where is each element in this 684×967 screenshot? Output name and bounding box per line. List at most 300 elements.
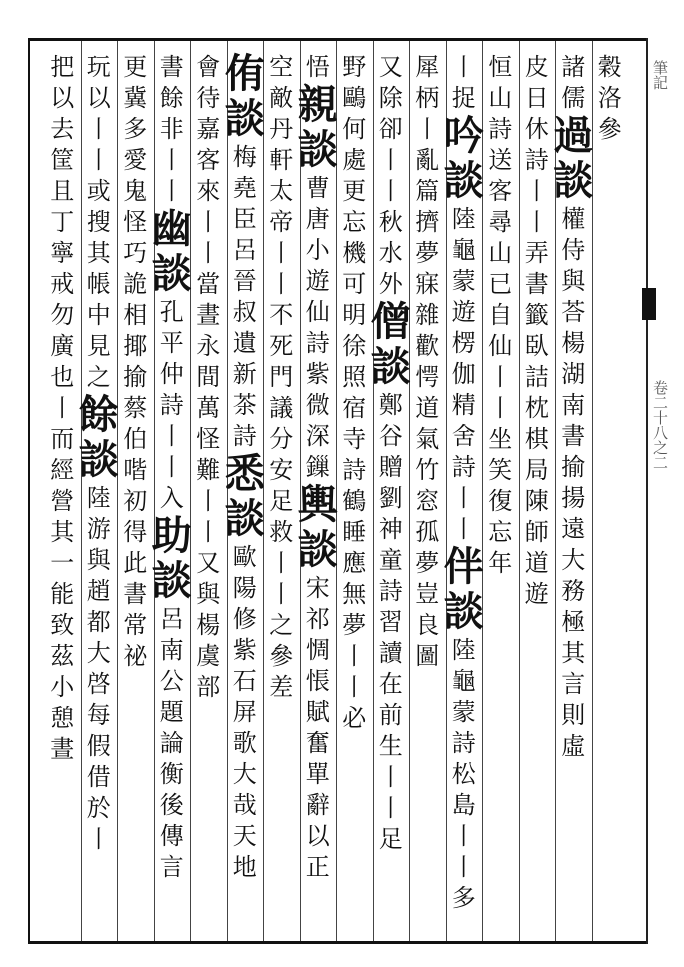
body-char: 客 <box>488 177 513 205</box>
heading-char: 談 <box>224 494 265 542</box>
body-char: 宿 <box>342 394 367 422</box>
text-column <box>370 52 412 855</box>
body-char: 傳 <box>159 821 184 850</box>
body-char: 弄 <box>524 239 549 267</box>
text-run <box>598 52 622 145</box>
text-run <box>50 393 74 765</box>
body-char: 哉 <box>232 790 257 819</box>
body-char: 丨 <box>378 146 403 174</box>
body-char: 言 <box>561 669 586 698</box>
body-char: 當 <box>196 270 221 298</box>
body-char: 夢 <box>415 549 440 577</box>
section-heading <box>151 511 192 604</box>
heading-char: 談 <box>224 94 265 142</box>
body-char: 書 <box>159 53 184 81</box>
section-heading <box>79 393 119 483</box>
body-char: 讀 <box>378 638 403 667</box>
body-char: 遠 <box>561 514 586 543</box>
body-char: 議 <box>269 394 294 422</box>
body-char: 丨 <box>451 821 476 850</box>
body-char: 蒙 <box>451 266 476 295</box>
body-char: 權 <box>561 204 586 233</box>
body-char: 書 <box>123 580 148 608</box>
body-char: 山 <box>488 84 513 112</box>
text-run <box>160 297 184 514</box>
body-char: 經 <box>50 456 75 484</box>
body-char: 休 <box>524 115 549 143</box>
body-char: 永 <box>196 332 221 360</box>
body-char: 贈 <box>378 452 403 481</box>
body-char: 棋 <box>524 425 549 453</box>
text-column <box>187 52 229 703</box>
heading-char: 談 <box>443 587 484 635</box>
body-char: 或 <box>86 177 111 205</box>
text-run <box>452 635 476 914</box>
body-char: 之 <box>269 611 294 639</box>
body-char: 童 <box>378 545 403 574</box>
text-run <box>233 142 257 452</box>
body-char: 鬼 <box>123 177 148 205</box>
body-char: 丨 <box>196 208 221 236</box>
body-char: 辭 <box>305 790 330 819</box>
body-char: 冀 <box>123 84 148 112</box>
body-char: 陸 <box>451 204 476 233</box>
body-char: 楊 <box>196 611 221 639</box>
section-heading <box>297 480 338 573</box>
body-char: 亂 <box>415 146 440 174</box>
body-char: 趙 <box>86 576 111 605</box>
body-char: 衡 <box>159 759 184 788</box>
body-char: 仙 <box>488 332 513 360</box>
body-char: 營 <box>50 487 75 515</box>
body-char: 丨 <box>451 483 476 512</box>
body-char: 日 <box>524 84 549 112</box>
body-char: 差 <box>269 673 294 701</box>
body-char: 詩 <box>488 115 513 143</box>
body-char: 一 <box>50 549 75 577</box>
body-char: 則 <box>561 700 586 729</box>
body-char: 晝 <box>196 301 221 329</box>
body-char: 公 <box>159 666 184 695</box>
body-char: 以 <box>50 84 75 112</box>
body-char: 除 <box>378 84 403 112</box>
body-char: 修 <box>232 604 257 633</box>
body-char: 常 <box>123 611 148 639</box>
body-char: 後 <box>159 790 184 819</box>
text-run <box>342 269 366 734</box>
text-run <box>561 204 585 762</box>
body-char: 參 <box>269 642 294 670</box>
body-char: 小 <box>50 673 75 701</box>
heading-char: 談 <box>78 435 119 483</box>
body-char: 門 <box>269 363 294 391</box>
body-char: 來 <box>196 177 221 205</box>
body-char: 悟 <box>305 53 330 81</box>
body-char: 湖 <box>561 359 586 388</box>
body-char: 丨 <box>269 549 294 577</box>
text-column <box>552 52 594 762</box>
body-char: 其 <box>50 518 75 546</box>
body-char: 良 <box>415 611 440 639</box>
body-char: 賦 <box>305 697 330 726</box>
body-char: 南 <box>561 390 586 419</box>
heading-char: 談 <box>297 525 338 573</box>
body-char: 犀 <box>415 53 440 81</box>
body-char: 詩 <box>378 576 403 605</box>
body-char: 臥 <box>524 332 549 360</box>
body-char: 卻 <box>378 115 403 143</box>
body-char: 以 <box>305 821 330 850</box>
body-char: 初 <box>123 487 148 515</box>
text-column <box>224 52 266 883</box>
section-heading <box>444 114 484 204</box>
body-char: 丨 <box>159 177 184 205</box>
body-char: 松 <box>451 759 476 788</box>
body-char: 歡 <box>415 332 440 360</box>
heading-char: 談 <box>151 249 192 297</box>
text-column <box>151 52 193 883</box>
body-char: 前 <box>378 700 403 729</box>
body-char: 篇 <box>415 177 440 205</box>
body-char: 夢 <box>342 611 367 639</box>
body-char: 更 <box>123 53 148 81</box>
body-char: 南 <box>159 635 184 664</box>
body-char: 恒 <box>488 53 513 81</box>
body-char: 筐 <box>50 146 75 174</box>
body-char: 照 <box>342 363 367 391</box>
body-char: 正 <box>305 852 330 881</box>
body-char: 與 <box>86 545 111 574</box>
body-char: 丨 <box>524 208 549 236</box>
text-run <box>196 52 220 362</box>
body-char: 詩 <box>451 452 476 481</box>
heading-char: 過 <box>553 112 594 159</box>
body-char: 叔 <box>232 297 257 326</box>
body-char: 把 <box>50 53 75 81</box>
body-char: 寐 <box>415 270 440 298</box>
text-run <box>415 114 439 393</box>
body-char: 宋 <box>305 573 330 602</box>
section-heading <box>443 542 484 635</box>
body-char: 荅 <box>561 297 586 326</box>
body-char: 氣 <box>415 425 440 453</box>
body-char: 精 <box>451 390 476 419</box>
section-heading <box>152 207 192 297</box>
body-char: 無 <box>342 580 367 608</box>
heading-char: 餘 <box>78 391 119 438</box>
text-run <box>488 52 512 579</box>
body-char: 待 <box>196 84 221 112</box>
body-char: 笑 <box>488 456 513 484</box>
body-char: 帝 <box>269 208 294 236</box>
body-char: 太 <box>269 177 294 205</box>
body-char: 丨 <box>159 452 184 481</box>
body-char: 師 <box>524 518 549 546</box>
body-char: 假 <box>86 731 111 760</box>
body-char: 啓 <box>86 669 111 698</box>
section-heading <box>553 114 593 204</box>
text-column <box>297 52 339 883</box>
body-char: 可 <box>342 270 367 298</box>
body-char: 龜 <box>451 666 476 695</box>
text-run <box>196 362 220 703</box>
body-char: 遊 <box>305 266 330 295</box>
body-char: 詩 <box>451 728 476 757</box>
body-char: 儒 <box>561 84 586 112</box>
body-char: 而 <box>50 425 75 453</box>
body-char: 多 <box>451 883 476 912</box>
margin-title: 筆記 <box>651 60 669 90</box>
body-char: 祁 <box>305 604 330 633</box>
body-char: 又 <box>378 53 403 81</box>
text-run <box>269 393 293 703</box>
body-char: 孔 <box>159 297 184 326</box>
body-char: 夢 <box>415 239 440 267</box>
text-column <box>260 52 302 703</box>
heading-char: 侑 <box>224 50 265 97</box>
body-char: 籤 <box>524 301 549 329</box>
body-char: 鏁 <box>305 452 330 481</box>
body-char: 虞 <box>196 642 221 670</box>
text-run <box>525 52 549 610</box>
body-char: 大 <box>232 759 257 788</box>
body-char: 深 <box>305 421 330 450</box>
heading-char: 談 <box>553 156 594 204</box>
body-char: 呂 <box>159 604 184 633</box>
body-char: 穀 <box>597 53 622 81</box>
body-char: 蒙 <box>451 697 476 726</box>
body-char: 祕 <box>123 642 148 670</box>
body-char: 部 <box>196 673 221 701</box>
body-char: 蔡 <box>123 394 148 422</box>
body-char: 愛 <box>123 146 148 174</box>
body-char: 擠 <box>415 208 440 236</box>
body-char: 年 <box>488 549 513 577</box>
body-char: 憩 <box>50 704 75 732</box>
body-char: 揄 <box>561 452 586 481</box>
body-char: 多 <box>123 115 148 143</box>
body-char: 水 <box>378 239 403 267</box>
body-char: 詩 <box>159 390 184 419</box>
text-column <box>78 52 120 855</box>
heading-char: 幽 <box>151 205 192 252</box>
body-char: 丨 <box>488 363 513 391</box>
margin-fishtail-mark <box>642 288 656 320</box>
body-char: 丨 <box>342 673 367 701</box>
body-char: 足 <box>378 824 403 853</box>
body-char: 會 <box>196 53 221 81</box>
body-char: 丨 <box>451 852 476 881</box>
body-char: 能 <box>50 580 75 608</box>
body-char: 鶴 <box>342 487 367 515</box>
body-char: 仲 <box>159 359 184 388</box>
body-char: 陸 <box>451 635 476 664</box>
body-char: 游 <box>86 514 111 543</box>
text-run <box>123 52 147 176</box>
body-char: 此 <box>123 549 148 577</box>
body-char: 詭 <box>123 270 148 298</box>
body-char: 怪 <box>123 208 148 236</box>
text-column <box>41 52 83 765</box>
body-char: 萬 <box>196 394 221 422</box>
body-char: 機 <box>342 239 367 267</box>
body-char: 詩 <box>305 328 330 357</box>
body-char: 丨 <box>86 824 111 853</box>
body-char: 圖 <box>415 642 440 670</box>
body-char: 死 <box>269 332 294 360</box>
body-char: 丨 <box>50 394 75 422</box>
body-char: 敵 <box>269 84 294 112</box>
body-char: 寧 <box>50 239 75 267</box>
body-char: 捉 <box>451 84 476 112</box>
body-char: 極 <box>561 607 586 636</box>
body-char: 復 <box>488 487 513 515</box>
body-char: 不 <box>269 301 294 329</box>
body-char: 晝 <box>50 735 75 763</box>
body-char: 島 <box>451 790 476 819</box>
body-char: 借 <box>86 762 111 791</box>
heading-char: 助 <box>151 511 192 559</box>
body-char: 習 <box>378 607 403 636</box>
body-char: 山 <box>488 239 513 267</box>
body-char: 紫 <box>232 635 257 664</box>
body-char: 紫 <box>305 359 330 388</box>
body-char: 揄 <box>123 363 148 391</box>
text-run <box>50 52 74 393</box>
body-char: 堯 <box>232 173 257 202</box>
body-char: 劉 <box>378 483 403 512</box>
text-run <box>452 52 476 114</box>
body-char: 入 <box>159 483 184 512</box>
body-char: 與 <box>196 580 221 608</box>
body-char: 丨 <box>196 239 221 267</box>
body-char: 谷 <box>378 421 403 450</box>
body-char: 怪 <box>196 425 221 453</box>
body-char: 揶 <box>123 332 148 360</box>
body-char: 已 <box>488 270 513 298</box>
body-char: 言 <box>159 852 184 881</box>
text-column <box>479 52 521 579</box>
body-char: 丨 <box>86 115 111 143</box>
body-char: 非 <box>159 115 184 143</box>
body-char: 餘 <box>159 84 184 112</box>
text-run <box>123 176 147 393</box>
section-heading <box>371 300 411 390</box>
body-char: 道 <box>415 394 440 422</box>
body-char: 每 <box>86 700 111 729</box>
body-char: 晉 <box>232 266 257 295</box>
body-char: 更 <box>342 177 367 205</box>
body-char: 帳 <box>86 270 111 298</box>
body-char: 尋 <box>488 208 513 236</box>
heading-char: 伴 <box>443 542 484 590</box>
body-char: 窓 <box>415 487 440 515</box>
body-char: 丨 <box>269 580 294 608</box>
text-run <box>269 83 293 393</box>
body-char: 其 <box>561 638 586 667</box>
text-run <box>160 604 184 883</box>
body-char: 致 <box>50 611 75 639</box>
body-char: 遺 <box>232 328 257 357</box>
section-heading <box>225 52 265 142</box>
body-char: 雜 <box>415 301 440 329</box>
body-char: 忘 <box>342 208 367 236</box>
body-char: 書 <box>561 421 586 450</box>
text-run <box>379 52 403 300</box>
body-char: 丨 <box>159 421 184 450</box>
heading-char: 親 <box>297 81 338 128</box>
text-column <box>443 52 485 914</box>
heading-char: 談 <box>370 342 411 390</box>
body-char: 徐 <box>342 332 367 360</box>
heading-char: 僧 <box>370 298 411 345</box>
body-char: 秋 <box>378 208 403 236</box>
body-char: 孤 <box>415 518 440 546</box>
body-char: 遊 <box>451 297 476 326</box>
text-run <box>379 390 403 855</box>
body-char: 其 <box>86 239 111 267</box>
body-char: 安 <box>269 456 294 484</box>
body-char: 新 <box>232 359 257 388</box>
body-char: 丁 <box>50 208 75 236</box>
body-char: 詩 <box>342 456 367 484</box>
body-char: 喈 <box>123 456 148 484</box>
body-char: 仙 <box>305 297 330 326</box>
body-char: 單 <box>305 759 330 788</box>
body-char: 忘 <box>488 518 513 546</box>
text-run <box>452 204 476 545</box>
body-char: 大 <box>86 638 111 667</box>
body-char: 局 <box>524 456 549 484</box>
body-char: 務 <box>561 576 586 605</box>
body-char: 虛 <box>561 731 586 760</box>
body-char: 丨 <box>378 762 403 791</box>
body-char: 詩 <box>232 421 257 450</box>
body-char: 神 <box>378 514 403 543</box>
heading-char: 談 <box>151 556 192 604</box>
body-char: 揚 <box>561 483 586 512</box>
body-char: 丨 <box>451 514 476 543</box>
body-char: 外 <box>378 270 403 298</box>
body-char: 丨 <box>342 642 367 670</box>
text-run <box>87 52 111 393</box>
body-char: 丹 <box>269 115 294 143</box>
body-char: 詩 <box>524 146 549 174</box>
body-char: 之 <box>86 363 111 391</box>
body-char: 龜 <box>451 235 476 264</box>
text-column <box>516 52 558 610</box>
body-char: 曹 <box>305 173 330 202</box>
body-char: 搜 <box>86 208 111 236</box>
body-char: 鄭 <box>378 390 403 419</box>
body-char: 丨 <box>196 518 221 546</box>
body-char: 生 <box>378 731 403 760</box>
body-char: 丨 <box>196 487 221 515</box>
body-char: 天 <box>232 821 257 850</box>
body-char: 詰 <box>524 363 549 391</box>
text-run <box>415 393 439 672</box>
text-run <box>306 173 330 483</box>
body-char: 野 <box>342 53 367 81</box>
body-char: 中 <box>86 301 111 329</box>
body-char: 皮 <box>524 53 549 81</box>
body-char: 丨 <box>378 793 403 822</box>
body-char: 題 <box>159 697 184 726</box>
body-char: 伽 <box>451 359 476 388</box>
body-char: 愕 <box>415 363 440 391</box>
text-run <box>160 52 184 207</box>
body-char: 見 <box>86 332 111 360</box>
